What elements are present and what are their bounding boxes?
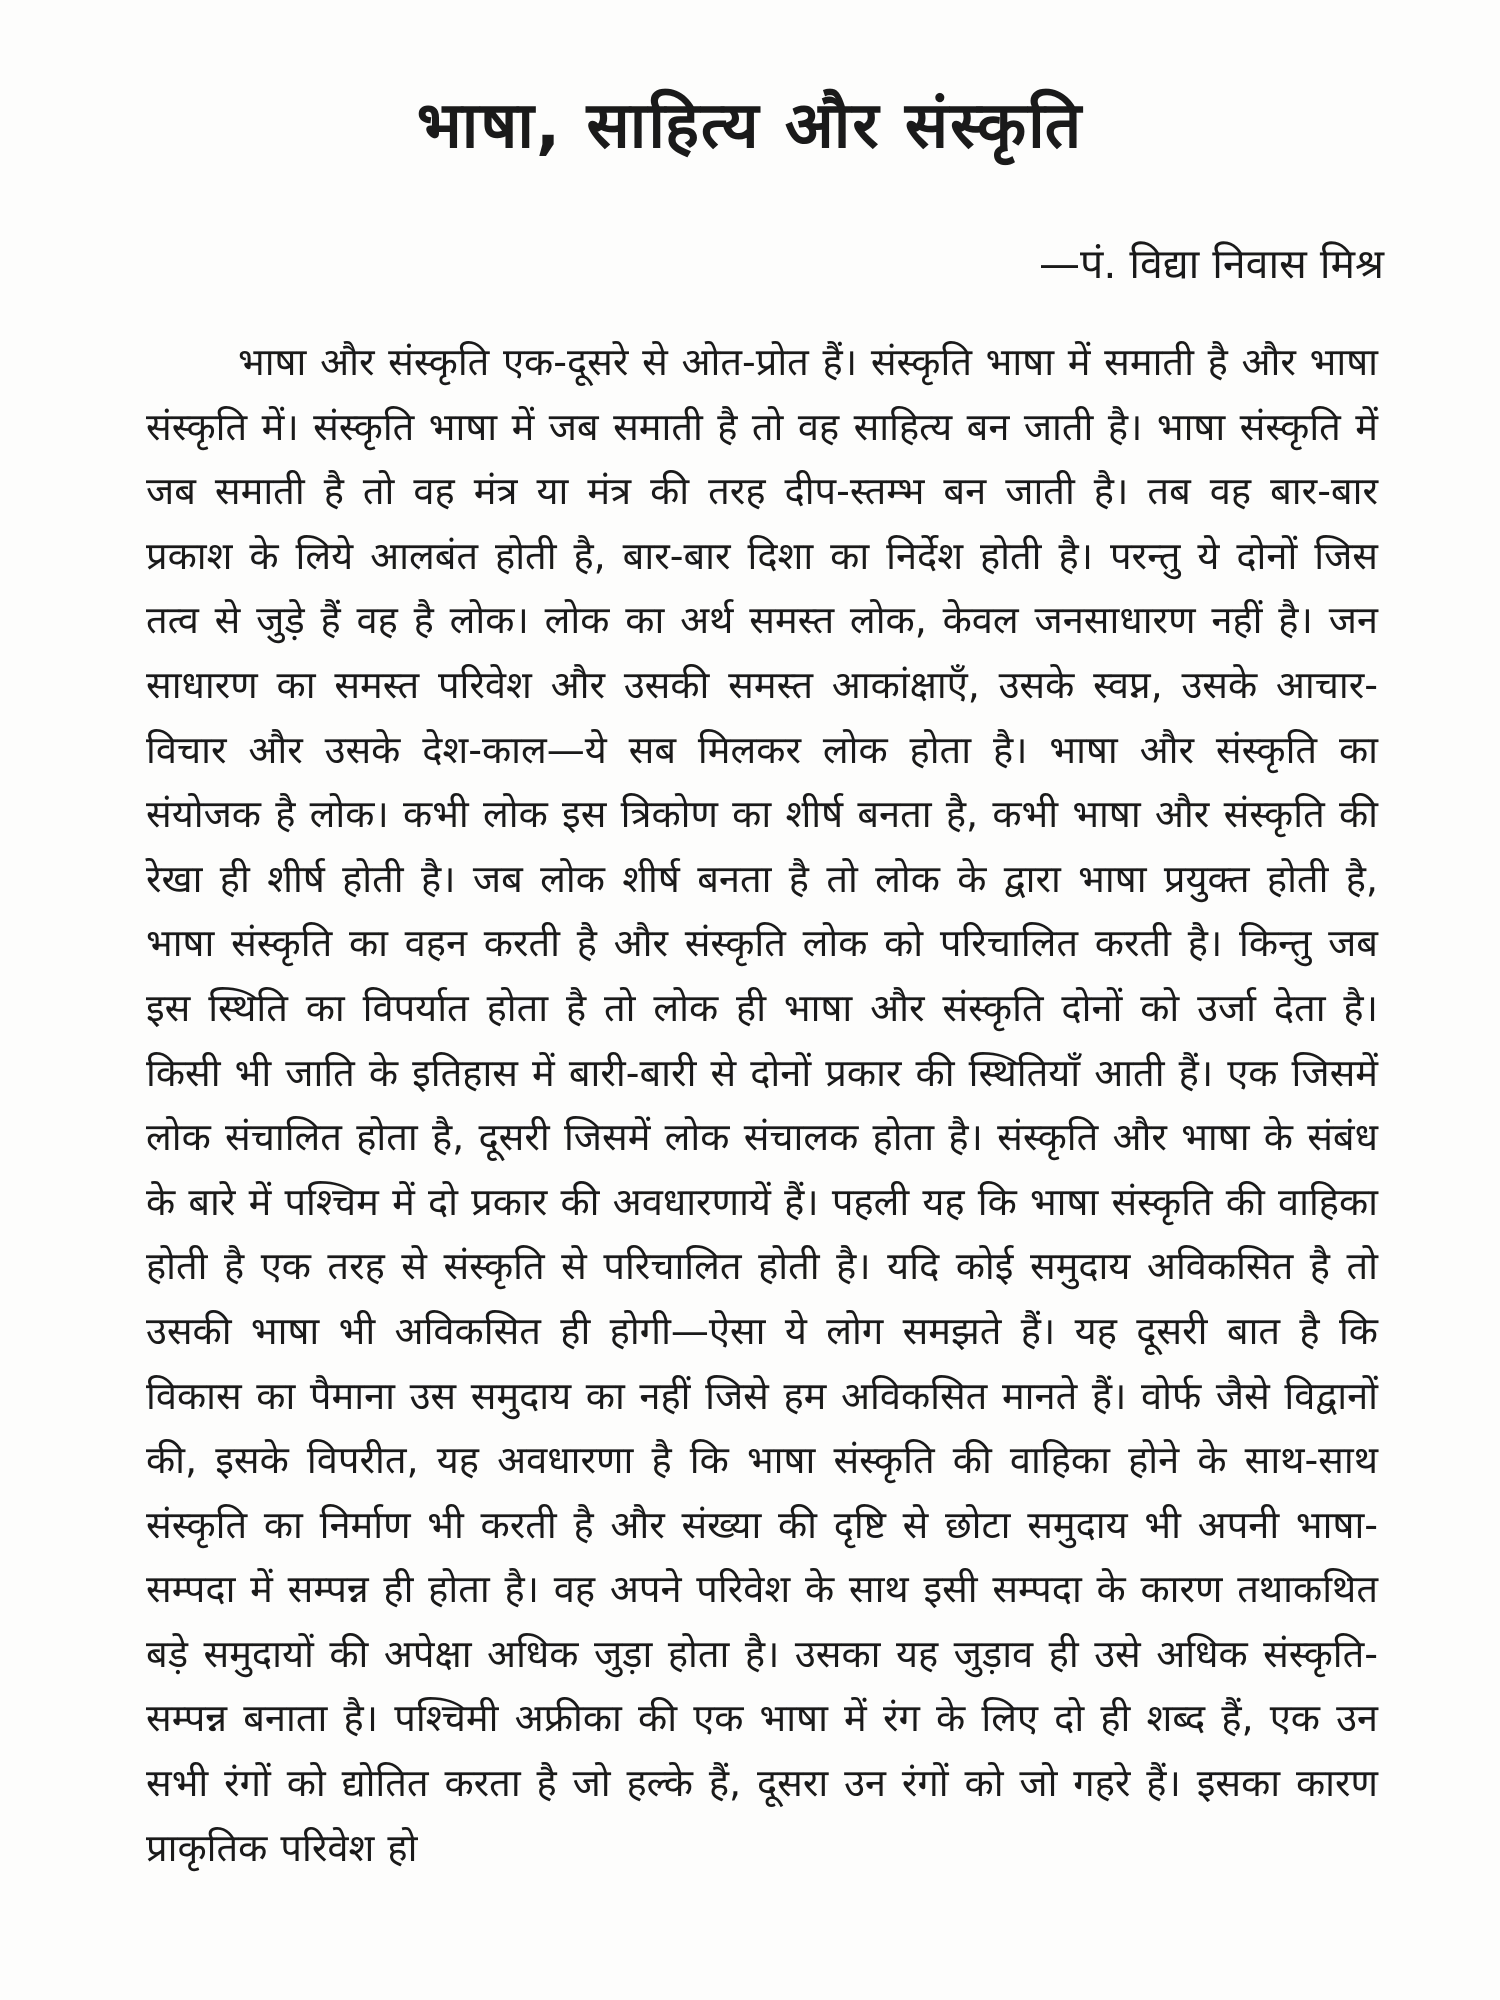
body-paragraph: भाषा और संस्कृति एक-दूसरे से ओत-प्रोत हैं। संस्कृति भाषा में समाती है और भाषा संस्कृति में। संस्कृति भाषा में जब समाती है तो वह साहित्य बन जाती है। भाषा संस्कृति में जब समाती है तो वह मंत्र या मंत्र की तरह दीप-स्तम्भ बन जाती है। तब वह बार-बार प्रकाश के लिये आलबंत होती है, बार-बार दिशा का निर्देश होती है। परन्तु ये दोनों जिस तत्व से जुड़े हैं वह है लोक। लोक का अर्थ समस्त लोक, केवल जनसाधारण नहीं है। जन साधारण का समस्त परिवेश और उसकी समस्त आकांक्षाएँ, उसके स्वप्न, उसके आचार-विचार और उसके देश-काल—ये सब मिलकर लोक होता है। भाषा और संस्कृति का संयोजक है लोक। कभी लोक इस त्रिकोण का शीर्ष बनता है, कभी भाषा और संस्कृति की रेखा ही शीर्ष होती है। जब लोक शीर्ष बनता है तो लोक के द्वारा भाषा प्रयुक्त होती है, भाषा संस्कृति का वहन करती है और संस्कृति लोक को परिचालित करती है। किन्तु जब इस स्थिति का विपर्यात होता है तो लोक ही भाषा और संस्कृति दोनों को उर्जा देता है। किसी भी जाति के इतिहास में बारी-बारी से दोनों प्रकार की स्थितियाँ आती हैं। एक जिसमें लोक संचालित होता है, दूसरी जिसमें लोक संचालक होता है। संस्कृति और भाषा के संबंध के बारे में पश्चिम में दो प्रकार की अवधारणायें हैं। पहली यह कि भाषा संस्कृति की वाहिका होती है एक तरह से संस्कृति से परिचालित होती है। यदि कोई समुदाय अविकसित है तो उसकी भाषा भी अविकसित ही होगी—ऐसा ये लोग समझते हैं। यह दूसरी बात है कि विकास का पैमाना उस समुदाय का नहीं जिसे हम अविकसित मानते हैं। वोर्फ जैसे विद्वानों की, इसके विपरीत, यह अवधारणा है कि भाषा संस्कृति की वाहिका होने के साथ-साथ संस्कृति का निर्माण भी करती है और संख्या की दृष्टि से छोटा समुदाय भी अपनी भाषा-सम्पदा में सम्पन्न ही होता है। वह अपने परिवेश के साथ इसी सम्पदा के कारण तथाकथित बड़े समुदायों की अपेक्षा अधिक जुड़ा होता है। उसका यह जुड़ाव ही उसे अधिक संस्कृति-सम्पन्न बनाता है। पश्चिमी अफ्रीका की एक भाषा में रंग के लिए दो ही शब्द हैं, एक उन सभी रंगों को द्योतित करता है जो हल्के हैं, दूसरा उन रंगों को जो गहरे हैं। इसका कारण प्राकृतिक परिवेश हो	[146, 340, 1378, 1870]
page-title: भाषा, साहित्य और संस्कृति	[416, 89, 1084, 163]
author-byline: —पं. विद्या निवास मिश्र	[1039, 240, 1384, 288]
